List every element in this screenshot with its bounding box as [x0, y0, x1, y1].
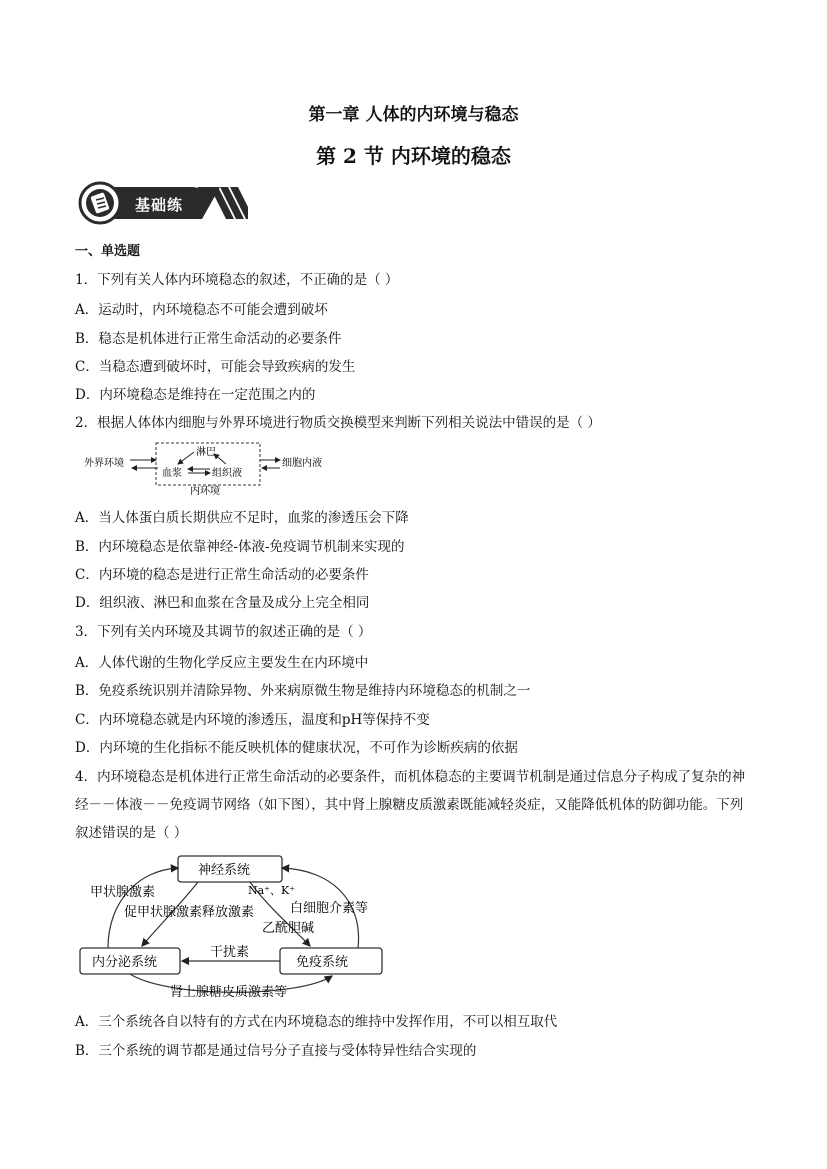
question-1-stem: 1．下列有关人体内环境稳态的叙述，不正确的是（ ） — [75, 272, 399, 288]
diagram-trh: 促甲状腺激素释放激素 — [124, 905, 255, 920]
diagram-interleukin: 白细胞介素等 — [290, 901, 369, 916]
question-2-option-a: A．当人体蛋白质长期供应不足时，血浆的渗透压会下降 — [75, 510, 409, 526]
diagram-glucocorticoid: 肾上腺糖皮质激素等 — [170, 985, 288, 1000]
diagram-plasma: 血浆 — [162, 468, 182, 479]
question-2-option-c: C．内环境的稳态是进行正常生命活动的必要条件 — [75, 567, 369, 583]
chapter-title: 第一章 人体的内环境与稳态 — [308, 105, 519, 125]
question-1-option-a: A．运动时，内环境稳态不可能会遭到破坏 — [75, 302, 328, 318]
regulation-network-diagram — [78, 852, 398, 1000]
question-4-option-a: A．三个系统各自以特有的方式在内环境稳态的维持中发挥作用，不可以相互取代 — [75, 1014, 558, 1030]
diagram-lymph: 淋巴 — [196, 447, 216, 458]
exchange-model-diagram — [78, 440, 348, 498]
diagram-cell-fluid: 细胞内液 — [282, 458, 322, 469]
question-2-option-d: D．组织液、淋巴和血浆在含量及成分上完全相同 — [75, 595, 370, 611]
question-1-option-d: D．内环境稳态是维持在一定范围之内的 — [75, 387, 316, 403]
question-4-option-b: B．三个系统的调节都是通过信号分子直接与受体特异性结合实现的 — [75, 1043, 477, 1059]
question-1-option-b: B．稳态是机体进行正常生命活动的必要条件 — [75, 331, 342, 347]
diagram-outer-env: 外界环境 — [84, 458, 124, 469]
diagram-acetylcholine: 乙酰胆碱 — [262, 921, 315, 936]
section-title: 第 2 节 内环境的稳态 — [316, 144, 511, 168]
diagram-thyroid-hormone: 甲状腺激素 — [90, 885, 156, 900]
banner-label: 基础练 — [135, 196, 184, 214]
diagram-tissue-fluid: 组织液 — [212, 468, 242, 479]
question-3-stem: 3．下列有关内环境及其调节的叙述正确的是（ ） — [75, 624, 372, 640]
question-4-stem: 4．内环境稳态是机体进行正常生命活动的必要条件，而机体稳态的主要调节机制是通过信息分子构成了复杂的神经－－体液－－免疫调节网络（如下图），其中肾上腺糖皮质激素既能减轻炎症，又能降低机体的防御功能。下列叙述错误的是（ ） — [75, 769, 746, 841]
diagram-endocrine-system: 内分泌系统 — [92, 955, 158, 970]
diagram-immune-system: 免疫系统 — [296, 955, 349, 970]
diagram-inner-env: 内环境 — [190, 486, 220, 497]
question-3-option-c: C．内环境稳态就是内环境的渗透压，温度和pH等保持不变 — [75, 712, 430, 728]
diagram-ions: Na⁺、K⁺ — [248, 884, 296, 897]
diagram-nervous-system: 神经系统 — [198, 863, 251, 878]
diagram-interferon: 干扰素 — [210, 945, 250, 960]
part-title: 一、单选题 — [75, 244, 141, 259]
question-2-stem: 2．根据人体体内细胞与外界环境进行物质交换模型来判断下列相关说法中错误的是（ ） — [75, 415, 601, 431]
question-1-option-c: C．当稳态遭到破坏时，可能会导致疾病的发生 — [75, 359, 356, 375]
question-3-option-a: A．人体代谢的生物化学反应主要发生在内环境中 — [75, 655, 369, 671]
question-3-option-b: B．免疫系统识别并清除异物、外来病原微生物是维持内环境稳态的机制之一 — [75, 683, 531, 699]
question-3-option-d: D．内环境的生化指标不能反映机体的健康状况，不可作为诊断疾病的依据 — [75, 740, 518, 756]
question-2-option-b: B．内环境稳态是依靠神经-体液-免疫调节机制来实现的 — [75, 539, 405, 555]
